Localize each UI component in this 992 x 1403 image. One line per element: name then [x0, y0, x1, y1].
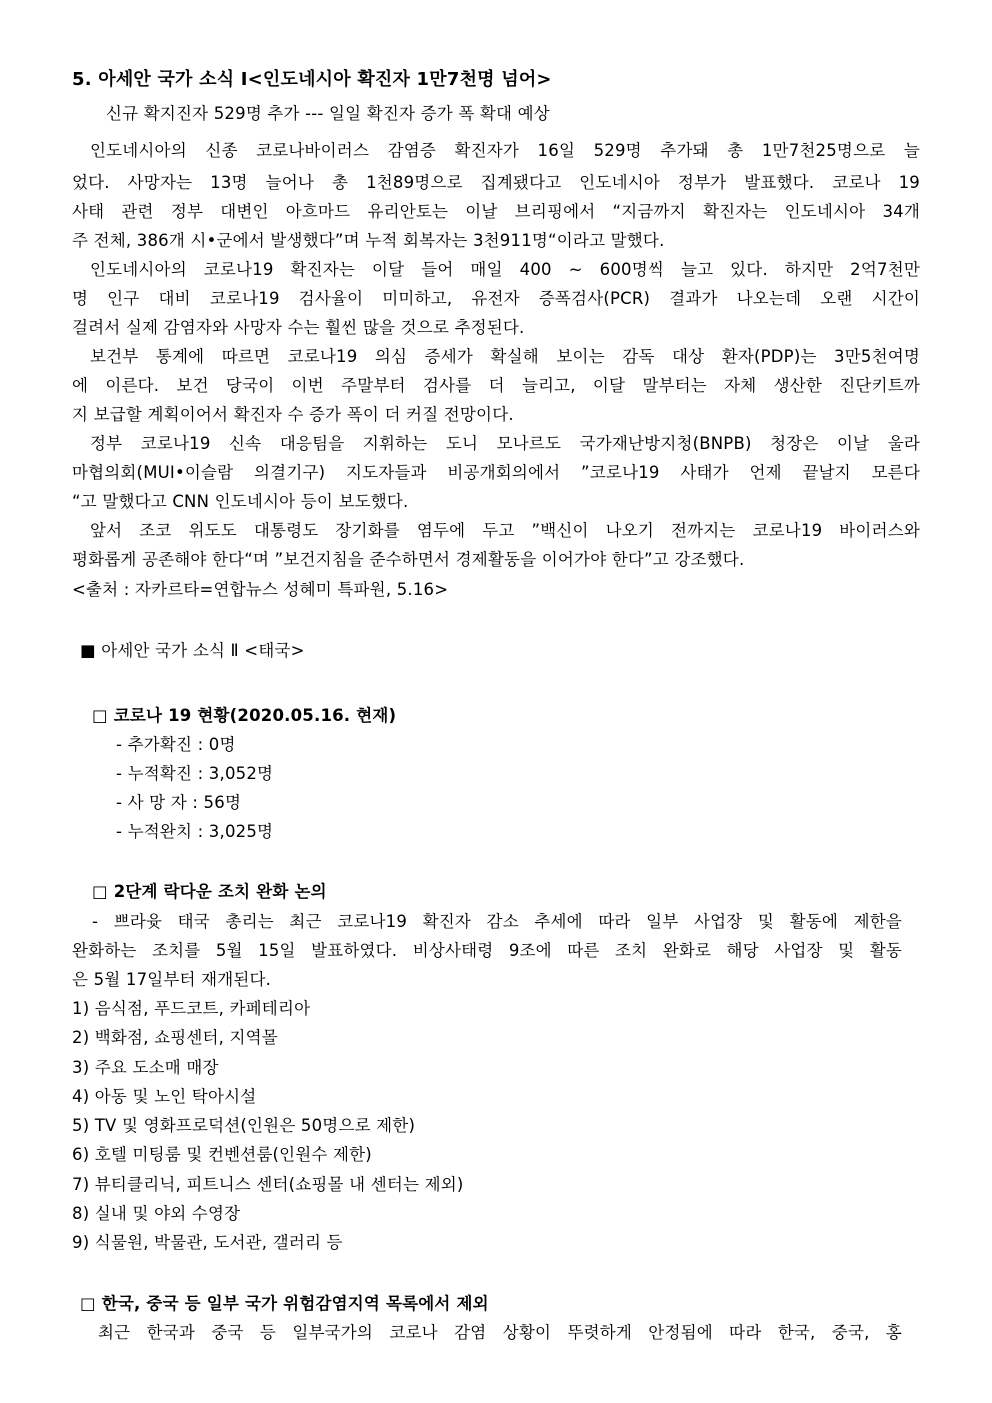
- paragraph-line: 완화하는 조치를 5월 15일 발표하였다. 비상사태령 9조에 따른 조치 완화로 해당 사업장 및 활동: [72, 941, 902, 960]
- paragraph-line: 명 인구 대비 코로나19 검사율이 미미하고, 유전자 증폭검사(PCR) 결과가 나오는데 오랜 시간이: [72, 289, 920, 308]
- stat-item: - 사 망 자 : 56명: [116, 793, 242, 812]
- list-item: 1) 음식점, 푸드코트, 카페테리아: [72, 999, 311, 1018]
- paragraph-line: 인도네시아의 신종 코로나바이러스 감염증 확진자가 16일 529명 추가돼 총 1만7천25명으로 늘: [90, 141, 920, 160]
- status-heading: □ 코로나 19 현황(2020.05.16. 현재): [92, 706, 397, 725]
- list-item: 9) 식물원, 박물관, 도서관, 갤러리 등: [72, 1233, 343, 1252]
- section-subtitle: 신규 확지진자 529명 추가 --- 일일 확진자 증가 폭 확대 예상: [106, 104, 550, 123]
- list-item: 6) 호텔 미팅룸 및 컨벤션룸(인원수 제한): [72, 1145, 372, 1164]
- paragraph-line: “고 말했다고 CNN 인도네시아 등이 보도했다.: [72, 492, 409, 511]
- paragraph-line: 마협의회(MUI•이슬람 의결기구) 지도자들과 비공개회의에서 ”코로나19 사태가 언제 끝날지 모른다: [72, 463, 920, 482]
- source-citation: <출처 : 자카르타=연합뉴스 성혜미 특파원, 5.16>: [72, 580, 449, 599]
- list-item: 2) 백화점, 쇼핑센터, 지역몰: [72, 1028, 278, 1047]
- lockdown-heading: □ 2단계 락다운 조치 완화 논의: [92, 882, 327, 901]
- list-item: 3) 주요 도소매 매장: [72, 1058, 219, 1077]
- list-item: 7) 뷰티클리닉, 피트니스 센터(쇼핑몰 내 센터는 제외): [72, 1175, 464, 1194]
- list-item: 8) 실내 및 야외 수영장: [72, 1204, 241, 1223]
- paragraph-line: 었다. 사망자는 13명 늘어나 총 1천89명으로 집계됐다고 인도네시아 정부가 발표했다. 코로나 19: [72, 173, 920, 192]
- section-header: ■ 아세안 국가 소식 Ⅱ <태국>: [80, 641, 305, 660]
- stat-item: - 누적확진 : 3,052명: [116, 764, 274, 783]
- paragraph-line: 정부 코로나19 신속 대응팀을 지휘하는 도니 모나르도 국가재난방지청(BNPB) 청장은 이날 울라: [90, 434, 920, 453]
- paragraph-line: 은 5월 17일부터 재개된다.: [72, 970, 272, 989]
- section-title: 5. 아세안 국가 소식 Ⅰ<인도네시아 확진자 1만7천명 넘어>: [72, 69, 552, 90]
- paragraph-line: 최근 한국과 중국 등 일부국가의 코로나 감염 상황이 뚜렷하게 안정됨에 따라 한국, 중국, 홍: [98, 1323, 902, 1342]
- exclusion-heading: □ 한국, 중국 등 일부 국가 위험감염지역 목록에서 제외: [80, 1294, 489, 1313]
- list-item: 5) TV 및 영화프로덕션(인원은 50명으로 제한): [72, 1116, 416, 1135]
- paragraph-line: 주 전체, 386개 시•군에서 발생했다”며 누적 회복자는 3천911명“이라고 말했다.: [72, 231, 665, 250]
- paragraph-line: 앞서 조코 위도도 대통령도 장기화를 염두에 두고 ”백신이 나오기 전까지는 코로나19 바이러스와: [90, 521, 920, 540]
- stat-item: - 누적완치 : 3,025명: [116, 822, 274, 841]
- paragraph-line: 평화롭게 공존해야 한다“며 ”보건지침을 준수하면서 경제활동을 이어가야 한다”고 강조했다.: [72, 550, 745, 569]
- paragraph-line: 보건부 통계에 따르면 코로나19 의심 증세가 확실해 보이는 감독 대상 환자(PDP)는 3만5천여명: [90, 347, 920, 366]
- paragraph-line: - 쁘라윳 태국 총리는 최근 코로나19 확진자 감소 추세에 따라 일부 사업장 및 활동에 제한을: [92, 912, 902, 931]
- paragraph-line: 에 이른다. 보건 당국이 이번 주말부터 검사를 더 늘리고, 이달 말부터는 자체 생산한 진단키트까: [72, 376, 920, 395]
- paragraph-line: 지 보급할 계획이어서 확진자 수 증가 폭이 더 커질 전망이다.: [72, 405, 514, 424]
- paragraph-line: 걸려서 실제 감염자와 사망자 수는 훨씬 많을 것으로 추정된다.: [72, 318, 525, 337]
- list-item: 4) 아동 및 노인 탁아시설: [72, 1087, 257, 1106]
- stat-item: - 추가확진 : 0명: [116, 735, 236, 754]
- paragraph-line: 인도네시아의 코로나19 확진자는 이달 들어 매일 400 ~ 600명씩 늘고 있다. 하지만 2억7천만: [90, 260, 920, 279]
- paragraph-line: 사태 관련 정부 대변인 아흐마드 유리안토는 이날 브리핑에서 “지금까지 확진자는 인도네시아 34개: [72, 202, 920, 221]
